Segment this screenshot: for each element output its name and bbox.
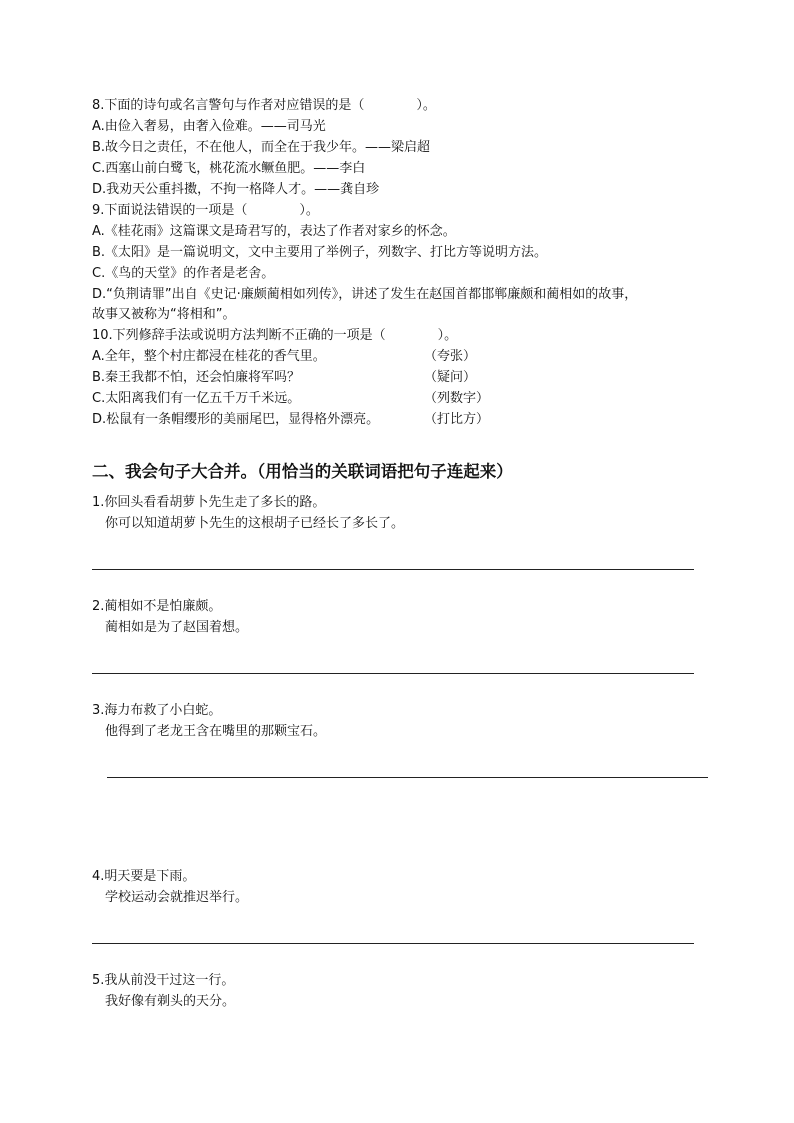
item-5-line1: 5.我从前没干过这一行。: [92, 973, 235, 988]
q8-option-d: D.我劝天公重抖擞，不拘一格降人才。——龚自珍: [92, 182, 380, 197]
item-2-line1: 2.蔺相如不是怕廉颇。: [92, 599, 222, 614]
item-5-line2: 我好像有剃头的天分。: [105, 994, 236, 1009]
q9-option-d-continued: 故事又被称为“将相和”。: [92, 307, 236, 322]
item-1-line1: 1.你回头看看胡萝卜先生走了多长的路。: [92, 495, 326, 510]
answer-line-4[interactable]: [92, 943, 694, 944]
q8-option-b: B.故今日之责任，不在他人，而全在于我少年。——梁启超: [92, 140, 431, 155]
q10-option-c: C.太阳离我们有一亿五千万千米远。: [92, 391, 301, 406]
q8-stem: 8.下面的诗句或名言警句与作者对应错误的是（ ）。: [92, 98, 436, 113]
item-2-line2: 蔺相如是为了赵国着想。: [105, 620, 249, 635]
answer-line-3[interactable]: [107, 777, 708, 778]
q10-option-d-tag: （打比方）: [424, 412, 490, 427]
q10-option-a-tag: （夸张）: [424, 349, 477, 364]
q9-option-c: C.《鸟的天堂》的作者是老舍。: [92, 266, 275, 281]
item-4-line1: 4.明天要是下雨。: [92, 869, 196, 884]
section-heading: 二、我会句子大合并。（用恰当的关联词语把句子连起来）: [92, 462, 513, 481]
item-4-line2: 学校运动会就推迟举行。: [105, 890, 249, 905]
q9-option-b: B.《太阳》是一篇说明文，文中主要用了举例子，列数字、打比方等说明方法。: [92, 245, 548, 260]
q10-stem: 10.下列修辞手法或说明方法判断不正确的一项是（ ）。: [92, 328, 458, 343]
item-3-line1: 3.海力布救了小白蛇。: [92, 703, 222, 718]
q9-stem: 9.下面说法错误的一项是（ ）。: [92, 203, 319, 218]
q10-option-a: A.全年，整个村庄都浸在桂花的香气里。: [92, 349, 326, 364]
q8-option-a: A.由俭入奢易，由奢入俭难。——司马光: [92, 119, 326, 134]
item-1-line2: 你可以知道胡萝卜先生的这根胡子已经长了多长了。: [105, 516, 405, 531]
answer-line-2[interactable]: [92, 673, 694, 674]
item-3-line2: 他得到了老龙王含在嘴里的那颗宝石。: [105, 724, 327, 739]
q10-option-b: B.秦王我都不怕，还会怕廉将军吗？: [92, 370, 301, 385]
q9-option-a: A.《桂花雨》这篇课文是琦君写的，表达了作者对家乡的怀念。: [92, 224, 456, 239]
q10-option-b-tag: （疑问）: [424, 370, 477, 385]
q9-option-d: D.“负荆请罪”出自《史记·廉颇蔺相如列传》，讲述了发生在赵国首都邯郸廉颇和蔺相如的故事，: [92, 287, 638, 302]
q10-option-d: D.松鼠有一条帽缨形的美丽尾巴，显得格外漂亮。: [92, 412, 380, 427]
answer-line-1[interactable]: [92, 569, 694, 570]
q8-option-c: C.西塞山前白鹭飞，桃花流水鳜鱼肥。——李白: [92, 161, 366, 176]
q10-option-c-tag: （列数字）: [424, 391, 490, 406]
